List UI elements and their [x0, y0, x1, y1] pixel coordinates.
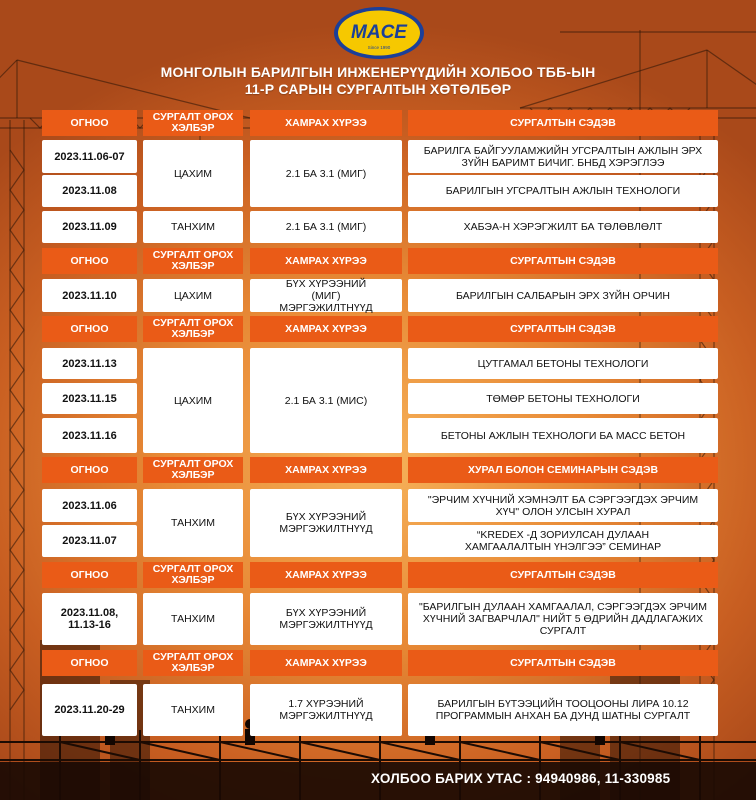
logo-subtext: Since 1990: [367, 45, 391, 50]
row-audience: БҮХ ХҮРЭЭНИЙ МЭРГЭЖИЛТНҮҮД: [250, 489, 402, 557]
row-format: ТАНХИМ: [143, 684, 243, 736]
page-title: [0, 64, 756, 98]
header-date: ОГНОО: [42, 110, 137, 136]
row-audience: 2.1 БА 3.1 (МИГ): [250, 211, 402, 243]
row-format: ТАНХИМ: [143, 211, 243, 243]
header-audience: ХАМРАХ ХҮРЭЭ: [250, 650, 402, 676]
header-audience: ХАМРАХ ХҮРЭЭ: [250, 457, 402, 483]
mace-logo: [333, 6, 425, 60]
row-topic: БЕТОНЫ АЖЛЫН ТЕХНОЛОГИ БА МАСС БЕТОН: [408, 418, 718, 453]
row-date: 2023.11.13: [42, 348, 137, 379]
header-topic: СУРГАЛТЫН СЭДЭВ: [408, 248, 718, 274]
header-audience: ХАМРАХ ХҮРЭЭ: [250, 316, 402, 342]
header-format: СУРГАЛТ ОРОХ ХЭЛБЭР: [143, 248, 243, 274]
row-topic: “KREDEX -Д ЗОРИУЛСАН ДУЛААН ХАМГААЛАЛТЫН ҮНЭЛГЭЭ” СЕМИНАР: [408, 525, 718, 557]
header-date: ОГНОО: [42, 316, 137, 342]
row-format: ТАНХИМ: [143, 593, 243, 645]
row-date: 2023.11.10: [42, 279, 137, 312]
header-date: ОГНОО: [42, 248, 137, 274]
row-audience: 2.1 БА 3.1 (МИС): [250, 348, 402, 453]
header-date: ОГНОО: [42, 562, 137, 588]
header-date: ОГНОО: [42, 650, 137, 676]
row-format: ТАНХИМ: [143, 489, 243, 557]
row-date: 2023.11.06: [42, 489, 137, 522]
header-topic: СУРГАЛТЫН СЭДЭВ: [408, 316, 718, 342]
contact-phone: ХОЛБОО БАРИХ УТАС : 94940986, 11-330985: [371, 771, 671, 786]
row-date: 2023.11.08, 11.13-16: [42, 593, 137, 645]
row-format: ЦАХИМ: [143, 140, 243, 207]
row-topic: ТӨМӨР БЕТОНЫ ТЕХНОЛОГИ: [408, 383, 718, 414]
header-format: СУРГАЛТ ОРОХ ХЭЛБЭР: [143, 316, 243, 342]
row-audience: БҮХ ХҮРЭЭНИЙ МЭРГЭЖИЛТНҮҮД: [250, 593, 402, 645]
row-date: 2023.11.07: [42, 525, 137, 557]
row-format: ЦАХИМ: [143, 348, 243, 453]
row-date: 2023.11.08: [42, 175, 137, 207]
row-topic: ЦУТГАМАЛ БЕТОНЫ ТЕХНОЛОГИ: [408, 348, 718, 379]
row-date: 2023.11.15: [42, 383, 137, 414]
title-line-2: 11-Р САРЫН СУРГАЛТЫН ХӨТӨЛБӨР: [244, 81, 512, 97]
row-topic: БАРИЛГЫН САЛБАРЫН ЭРХ ЗҮЙН ОРЧИН: [408, 279, 718, 312]
row-topic: "ЭРЧИМ ХҮЧНИЙ ХЭМНЭЛТ БА СЭРГЭЭГДЭХ ЭРЧИМ ХҮЧ" ОЛОН УЛСЫН ХУРАЛ: [408, 489, 718, 522]
row-date: 2023.11.20-29: [42, 684, 137, 736]
row-audience: 2.1 БА 3.1 (МИГ): [250, 140, 402, 207]
row-audience: 1.7 ХҮРЭЭНИЙ МЭРГЭЖИЛТНҮҮД: [250, 684, 402, 736]
header-topic: СУРГАЛТЫН СЭДЭВ: [408, 562, 718, 588]
header-format: СУРГАЛТ ОРОХ ХЭЛБЭР: [143, 562, 243, 588]
header-topic: СУРГАЛТЫН СЭДЭВ: [408, 650, 718, 676]
row-topic: БАРИЛГЫН БҮТЭЭЦИЙН ТООЦООНЫ ЛИРА 10.12 ПРОГРАММЫН АНХАН БА ДУНД ШАТНЫ СУРГАЛТ: [408, 684, 718, 736]
row-format: ЦАХИМ: [143, 279, 243, 312]
row-audience: БҮХ ХҮРЭЭНИЙ (МИГ) МЭРГЭЖИЛТНҮҮД: [250, 279, 402, 312]
row-topic: БАРИЛГА БАЙГУУЛАМЖИЙН УГСРАЛТЫН АЖЛЫН ЭРХ ЗҮЙН БАРИМТ БИЧИГ. БНБД ХЭРЭГЛЭЭ: [408, 140, 718, 173]
row-topic: БАРИЛГЫН УГСРАЛТЫН АЖЛЫН ТЕХНОЛОГИ: [408, 175, 718, 207]
row-date: 2023.11.06-07: [42, 140, 137, 173]
header-audience: ХАМРАХ ХҮРЭЭ: [250, 248, 402, 274]
header-audience: ХАМРАХ ХҮРЭЭ: [250, 110, 402, 136]
row-date: 2023.11.16: [42, 418, 137, 453]
title-line-1: МОНГОЛЫН БАРИЛГЫН ИНЖЕНЕРҮҮДИЙН ХОЛБОО ТББ-ЫН: [160, 64, 596, 80]
logo-text: MACE: [351, 22, 407, 43]
row-topic: "БАРИЛГЫН ДУЛААН ХАМГААЛАЛ, СЭРГЭЭГДЭХ ЭРЧИМ ХҮЧНИЙ ЗАГВАРЧЛАЛ" НИЙТ 5 ӨДРИЙН ДАДЛАГАЖИХ СУРГАЛТ: [408, 593, 718, 645]
row-topic: ХАБЭА-Н ХЭРЭГЖИЛТ БА ТӨЛӨВЛӨЛТ: [408, 211, 718, 243]
header-date: ОГНОО: [42, 457, 137, 483]
header-format: СУРГАЛТ ОРОХ ХЭЛБЭР: [143, 650, 243, 676]
header-topic: СУРГАЛТЫН СЭДЭВ: [408, 110, 718, 136]
header-topic-seminar: ХУРАЛ БОЛОН СЕМИНАРЫН СЭДЭВ: [408, 457, 718, 483]
row-date: 2023.11.09: [42, 211, 137, 243]
header-audience: ХАМРАХ ХҮРЭЭ: [250, 562, 402, 588]
header-format: СУРГАЛТ ОРОХ ХЭЛБЭР: [143, 110, 243, 136]
header-format: СУРГАЛТ ОРОХ ХЭЛБЭР: [143, 457, 243, 483]
